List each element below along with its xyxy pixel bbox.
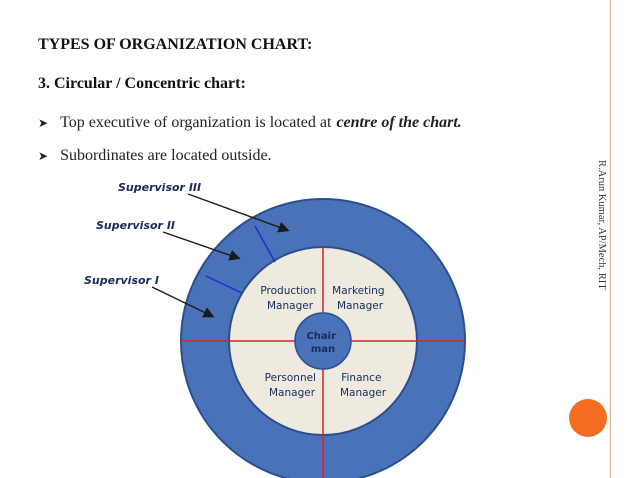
quadrant-label-finance: Finance Manager: [339, 372, 387, 399]
center-label: Chair man: [306, 331, 337, 355]
quadrant-label-personnel: Personnel Manager: [264, 372, 316, 399]
supervisor-label-ii: Supervisor II: [96, 219, 175, 232]
bullet-text: Subordinates are located outside.: [60, 147, 272, 164]
quadrant-label-production: Production Manager: [260, 285, 317, 312]
bullet-arrow-icon: ➤: [38, 148, 49, 163]
bullet-text: Top executive of organization is located at: [60, 114, 332, 131]
quadrant-label-marketing: Marketing Manager: [332, 285, 385, 312]
supervisor-label-iii: Supervisor III: [118, 181, 202, 194]
slide-subtitle: 3. Circular / Concentric chart:: [38, 75, 246, 92]
bullet-emphasis: centre of the chart.: [336, 114, 462, 131]
slide-title: TYPES OF ORGANIZATION CHART:: [38, 36, 313, 53]
side-credit: R.Arun Kumar, AP/Mech, RIT: [596, 160, 607, 290]
bullet-arrow-icon: ➤: [38, 115, 49, 130]
supervisor-label-i: Supervisor I: [84, 274, 159, 287]
